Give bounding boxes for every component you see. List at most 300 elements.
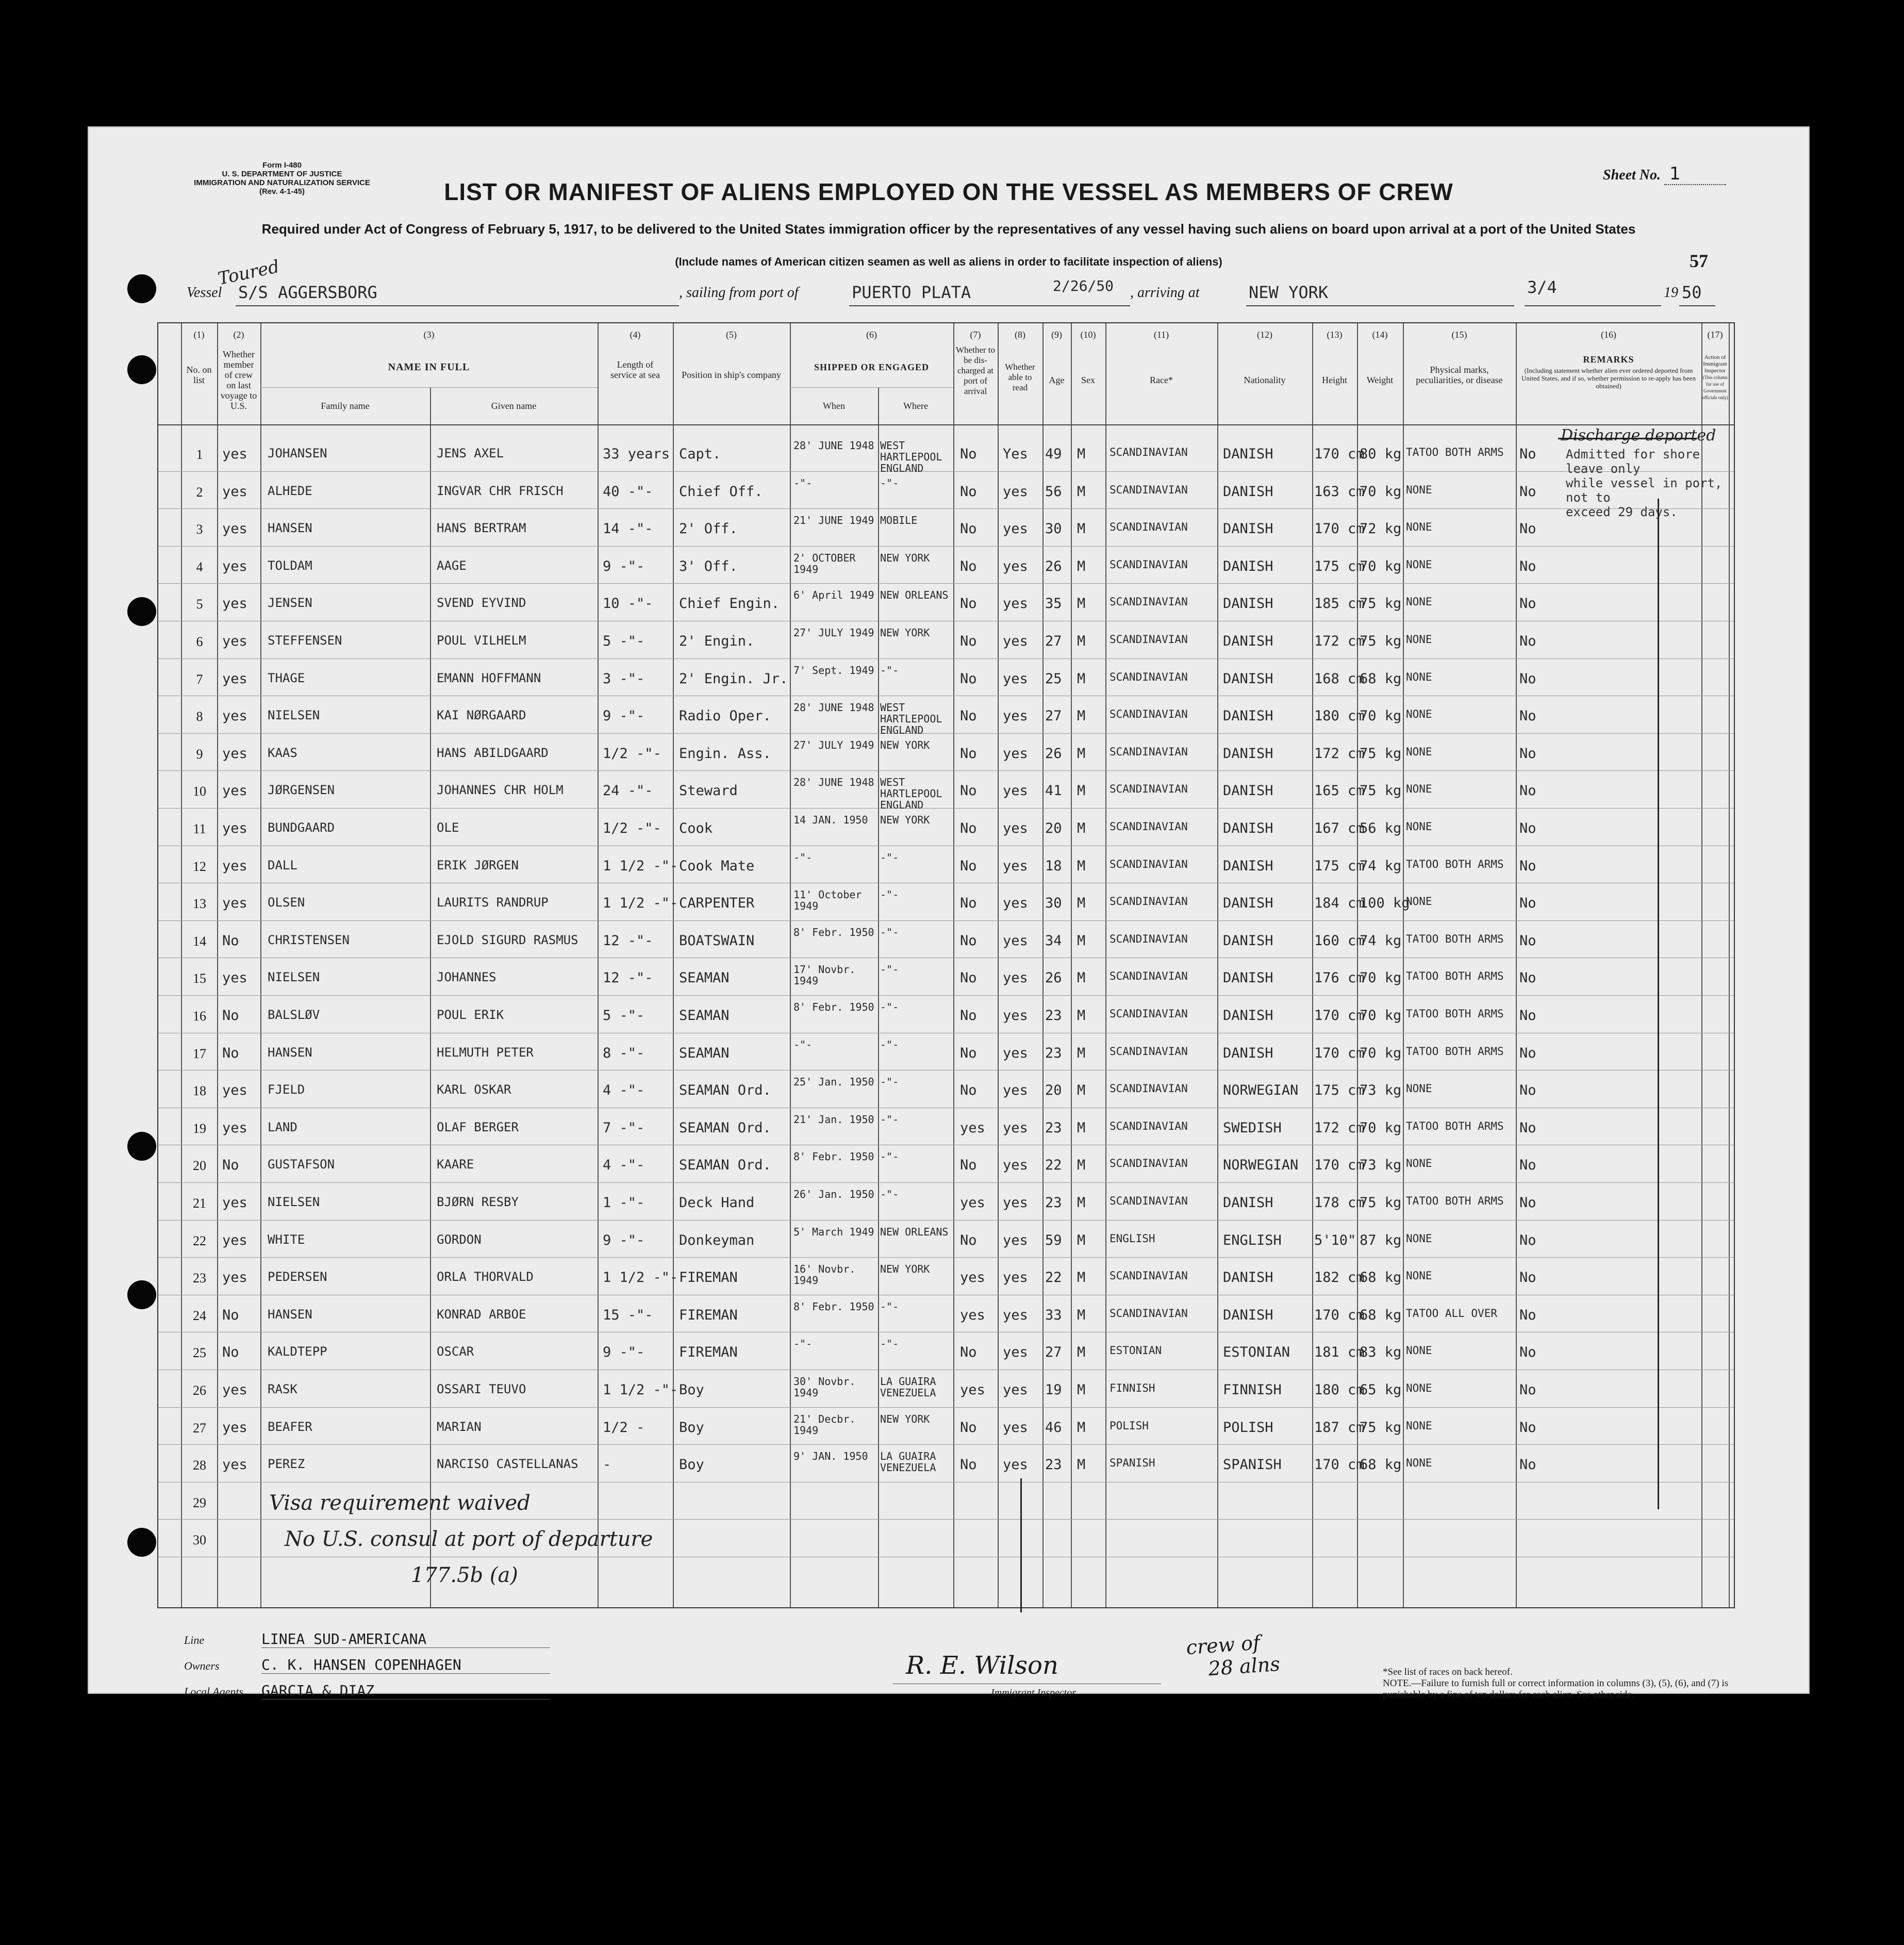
cell-height: 180 cm	[1314, 708, 1365, 724]
cell-remark: No	[1519, 1082, 1536, 1099]
cell-phys: NONE	[1406, 708, 1432, 721]
cell-race: SCANDINAVIAN	[1110, 1195, 1188, 1207]
departure-port: PUERTO PLATA	[852, 283, 971, 302]
cell-remark: No	[1519, 596, 1536, 612]
cell-crew: yes	[222, 521, 247, 537]
cell-length: 1 1/2 -"-	[603, 1382, 678, 1398]
cell-remark: No	[1519, 1008, 1536, 1024]
cell-height: 170 cm	[1314, 1008, 1365, 1024]
row-number: 13	[193, 896, 206, 912]
cell-when	[793, 1488, 876, 1519]
cell-height: 181 cm	[1314, 1344, 1365, 1361]
cell-sex: M	[1077, 1008, 1086, 1024]
cell-when: 2' OCTOBER 1949	[793, 551, 856, 575]
cell-remark: No	[1519, 745, 1536, 762]
cell-given: SVEND EYVIND	[437, 596, 526, 611]
cell-read: yes	[1003, 1082, 1028, 1099]
cell-length: 1/2 -"-	[603, 745, 661, 762]
cell-read: yes	[1003, 820, 1028, 836]
header-no-on-list: No. on list	[186, 365, 212, 385]
cell-disch: No	[960, 483, 977, 500]
cell-race: SCANDINAVIAN	[1110, 596, 1188, 608]
cell-weight: 80 kg	[1360, 446, 1402, 462]
cell-phys: NONE	[1406, 783, 1432, 796]
cell-position: Boy	[679, 1382, 704, 1398]
cell-nat: ESTONIAN	[1223, 1344, 1290, 1361]
cell-weight: 83 kg	[1360, 1344, 1402, 1361]
row-number: 4	[196, 559, 203, 574]
cell-nat: DANISH	[1223, 895, 1273, 912]
cell-crew: No	[222, 1307, 239, 1323]
inspector-signature: R. E. Wilson	[906, 1651, 1058, 1680]
cell-given: ERIK JØRGEN	[437, 858, 519, 872]
cell-age: 35	[1045, 596, 1062, 612]
header-physical-marks: Physical marks, peculiarities, or disease	[1416, 365, 1503, 385]
cell-crew: yes	[222, 858, 247, 874]
cell-crew: yes	[222, 1119, 247, 1136]
cell-read: yes	[1003, 1008, 1028, 1024]
document-title: LIST OR MANIFEST OF ALIENS EMPLOYED ON THE VESSEL AS MEMBERS OF CREW	[444, 178, 1453, 205]
cell-remark: No	[1519, 1382, 1536, 1398]
cell-race: SCANDINAVIAN	[1110, 1307, 1188, 1320]
cell-sex: M	[1077, 970, 1086, 986]
cell-when: 5' March 1949	[793, 1225, 874, 1238]
cell-crew: yes	[222, 708, 247, 724]
cell-race: SCANDINAVIAN	[1110, 670, 1188, 683]
sailing-label: , sailing from port of	[679, 285, 799, 301]
no-consul-note: No U.S. consul at port of departure	[285, 1527, 653, 1551]
cell-position: FIREMAN	[679, 1307, 738, 1323]
cell-when: 27' JULY 1949	[793, 738, 874, 751]
row-number: 22	[193, 1233, 206, 1248]
cell-position: Donkeyman	[679, 1232, 755, 1248]
row-number: 15	[193, 971, 206, 986]
cell-weight: 72 kg	[1360, 521, 1402, 537]
cell-race: SCANDINAVIAN	[1110, 783, 1188, 796]
cell-where: -"-	[880, 1113, 899, 1126]
cell-read: Yes	[1003, 446, 1028, 462]
cell-family: HANSEN	[268, 521, 312, 536]
cell-remark: No	[1519, 970, 1536, 986]
cell-weight: 87 kg	[1360, 1232, 1402, 1248]
cell-when: 21' Jan. 1950	[793, 1113, 874, 1126]
cell-length: 1/2 -"-	[603, 820, 661, 836]
row-number: 24	[193, 1308, 206, 1323]
cell-where: WEST HARTLEPOOL ENGLAND	[880, 701, 942, 737]
cell-nat: DANISH	[1223, 1008, 1273, 1024]
cell-length: 15 -"-	[603, 1307, 653, 1323]
cell-crew: yes	[222, 1270, 247, 1286]
cell-length: 9 -"-	[603, 558, 645, 574]
cell-length: 4 -"-	[603, 1082, 645, 1099]
cell-given: NARCISO CASTELLANAS	[437, 1457, 578, 1472]
cell-race: SCANDINAVIAN	[1110, 1082, 1188, 1095]
cell-crew: yes	[222, 483, 247, 500]
cell-age: 34	[1045, 932, 1062, 949]
cell-disch: No	[960, 745, 977, 762]
cell-height: 167 cm	[1314, 820, 1365, 836]
cell-given: OSSARI TEUVO	[437, 1382, 526, 1396]
row-number: 2	[196, 484, 203, 500]
cell-crew: No	[222, 1045, 239, 1061]
cell-when: -"-	[793, 1338, 813, 1350]
cell-nat: NORWEGIAN	[1223, 1157, 1299, 1174]
cell-where: MOBILE	[880, 514, 918, 527]
header-shipped: SHIPPED OR ENGAGED	[814, 362, 930, 372]
cell-remark: No	[1519, 633, 1536, 649]
cell-race: SPANISH	[1110, 1457, 1155, 1470]
cell-race: SCANDINAVIAN	[1110, 558, 1188, 571]
cell-disch: No	[960, 446, 977, 462]
row-number: 28	[193, 1458, 206, 1473]
cell-sex: M	[1077, 1157, 1086, 1174]
cell-disch: No	[960, 783, 977, 799]
cell-remark: No	[1519, 895, 1536, 912]
cell-phys: NONE	[1406, 670, 1432, 683]
cell-weight: 68 kg	[1360, 1307, 1402, 1323]
cell-age: 27	[1045, 1344, 1062, 1361]
cell-position: Engin. Ass.	[679, 745, 771, 762]
row-number: 16	[193, 1009, 206, 1024]
cell-race: SCANDINAVIAN	[1110, 1270, 1188, 1282]
cell-nat: DANISH	[1223, 446, 1273, 462]
cell-sex: M	[1077, 1307, 1086, 1323]
cell-where: -"-	[880, 926, 899, 938]
cell-disch: No	[960, 521, 977, 537]
cell-where: -"-	[880, 1038, 899, 1051]
cell-remark: No	[1519, 521, 1536, 537]
cell-crew: yes	[222, 446, 247, 462]
cell-family: HANSEN	[268, 1045, 312, 1060]
cell-where: -"-	[880, 963, 899, 976]
cell-where: LA GUAIRA VENEZUELA	[880, 1375, 936, 1399]
cell-length: -	[603, 1457, 611, 1473]
cell-weight: 56 kg	[1360, 820, 1402, 836]
cell-height: 170 cm	[1314, 1045, 1365, 1061]
cell-read: yes	[1003, 1344, 1028, 1361]
row-number: 26	[193, 1383, 206, 1398]
cell-when: 6' April 1949	[793, 589, 874, 602]
cell-read: yes	[1003, 745, 1028, 762]
cell-family: CHRISTENSEN	[268, 932, 350, 947]
cell-phys: NONE	[1406, 1344, 1432, 1357]
year-prefix: 19	[1664, 285, 1678, 301]
cell-family: LAND	[268, 1119, 297, 1134]
cell-disch: No	[960, 596, 977, 612]
races-note: *See list of races on back hereof. NOTE.—Failure to furnish full or correct information in columns (3), (5), (6), and (7) is punishable by a fine of ten dollars for each alien. See other side.	[1383, 1667, 1729, 1700]
cell-when: 9' JAN. 1950	[793, 1450, 868, 1463]
cell-phys: NONE	[1406, 596, 1432, 608]
cell-given: KARL OSKAR	[437, 1082, 511, 1097]
cell-when: 17' Novbr. 1949	[793, 963, 856, 987]
cell-crew: yes	[222, 596, 247, 612]
row-number: 25	[193, 1345, 206, 1361]
year-suffix: 50	[1682, 283, 1702, 302]
cell-where: -"-	[880, 1150, 899, 1163]
cell-when: -"-	[793, 1038, 813, 1051]
cell-disch: No	[960, 1045, 977, 1061]
cell-read: yes	[1003, 596, 1028, 612]
cell-age: 30	[1045, 895, 1062, 912]
cell-position: Radio Oper.	[679, 708, 771, 724]
cell-age: 27	[1045, 708, 1062, 724]
cell-nat: DANISH	[1223, 1195, 1273, 1211]
cell-position: FIREMAN	[679, 1344, 738, 1361]
cell-given: KONRAD ARBOE	[437, 1307, 526, 1322]
cell-height: 175 cm	[1314, 558, 1365, 574]
row-number: 8	[196, 709, 203, 724]
cell-crew: yes	[222, 1195, 247, 1211]
cell-given: AAGE	[437, 558, 467, 573]
cell-length: 12 -"-	[603, 970, 653, 986]
cell-race: ENGLISH	[1110, 1232, 1155, 1245]
cell-position: Capt.	[679, 446, 721, 462]
cell-length: 14 -"-	[603, 521, 653, 537]
header-weight: Weight	[1366, 375, 1394, 385]
cell-sex: M	[1077, 932, 1086, 949]
cell-given: OSCAR	[437, 1344, 474, 1359]
cell-given: OLE	[437, 820, 459, 835]
header-when: When	[823, 401, 845, 411]
cell-age: 22	[1045, 1157, 1062, 1174]
cell-read: yes	[1003, 521, 1028, 537]
cell-family: STEFFENSEN	[268, 633, 342, 648]
cell-nat: FINNISH	[1223, 1382, 1282, 1398]
cell-when: -"-	[793, 851, 813, 864]
cell-nat: DANISH	[1223, 745, 1273, 762]
cell-when: 8' Febr. 1950	[793, 926, 874, 938]
cell-disch: yes	[960, 1382, 985, 1398]
cell-read: yes	[1003, 895, 1028, 912]
cell-family: NIELSEN	[268, 1195, 320, 1209]
cell-position: 2' Off.	[679, 521, 738, 537]
cell-where: -"-	[880, 1001, 899, 1013]
cell-length: 10 -"-	[603, 596, 653, 612]
cell-length: 1/2 -	[603, 1419, 645, 1436]
header-able-to-read: Whether able to read	[1005, 362, 1035, 392]
cell-disch: yes	[960, 1119, 985, 1136]
cell-position: Cook Mate	[679, 858, 755, 874]
cell-family: THAGE	[268, 670, 305, 685]
cell-remark: No	[1519, 708, 1536, 724]
cell-where: -"-	[880, 1300, 899, 1313]
cell-crew: No	[222, 1157, 239, 1174]
cell-age: 26	[1045, 745, 1062, 762]
header-sex: Sex	[1081, 375, 1095, 385]
cell-height: 175 cm	[1314, 858, 1365, 874]
cell-when: 8' Febr. 1950	[793, 1150, 874, 1163]
cell-length: 9 -"-	[603, 1232, 645, 1248]
cell-weight: 74 kg	[1360, 858, 1402, 874]
cell-sex: M	[1077, 1045, 1086, 1061]
cell-phys: NONE	[1406, 745, 1432, 758]
visa-waived-note: Visa requirement waived	[269, 1491, 531, 1515]
cell-race: SCANDINAVIAN	[1110, 483, 1188, 496]
regulation-note: 177.5b (a)	[411, 1563, 518, 1587]
ditto-line	[1658, 499, 1659, 1509]
cell-height: 172 cm	[1314, 1119, 1365, 1136]
cell-family: HANSEN	[268, 1307, 312, 1322]
row-number: 3	[196, 522, 203, 537]
cell-family: FJELD	[268, 1082, 305, 1097]
cell-weight: 70 kg	[1360, 483, 1402, 500]
cell-read: yes	[1003, 1307, 1028, 1323]
cell-age: 19	[1045, 1382, 1062, 1398]
cell-height: 170 cm	[1314, 521, 1365, 537]
cell-read: yes	[1003, 670, 1028, 687]
footer-agents: Local Agents GARCIA & DIAZ	[184, 1682, 550, 1700]
cell-race: SCANDINAVIAN	[1110, 820, 1188, 833]
cell-race: SCANDINAVIAN	[1110, 858, 1188, 870]
cell-sex: M	[1077, 521, 1086, 537]
cell-crew: No	[222, 932, 239, 949]
cell-disch: No	[960, 1457, 977, 1473]
cell-when: 26' Jan. 1950	[793, 1188, 874, 1200]
cell-given: GORDON	[437, 1232, 482, 1247]
cell-weight: 100 kg	[1360, 895, 1410, 912]
cell-position: 2' Engin. Jr.	[679, 670, 788, 687]
vessel-name: S/S AGGERSBORG	[238, 283, 377, 302]
header-remarks-sub: (Including statement whether alien ever ordered deported from United States, and if so, whether permission to re-apply has been obtained)	[1521, 367, 1696, 390]
cell-height: 170 cm	[1314, 1157, 1365, 1174]
header-height: Height	[1322, 375, 1347, 385]
cell-disch: No	[960, 1008, 977, 1024]
cell-crew: yes	[222, 1082, 247, 1099]
cell-sex: M	[1077, 446, 1086, 462]
cell-disch: No	[960, 1082, 977, 1099]
cell-phys: TATOO BOTH ARMS	[1406, 446, 1504, 458]
cell-nat: DANISH	[1223, 670, 1273, 687]
cell-sex: M	[1077, 783, 1086, 799]
cell-length: 1 -"-	[603, 1195, 645, 1211]
cell-family: NIELSEN	[268, 708, 320, 723]
cell-length: 1 1/2 -"-	[603, 1270, 678, 1286]
cell-when: 30' Novbr. 1949	[793, 1375, 856, 1399]
cell-height: 172 cm	[1314, 633, 1365, 649]
cell-when: 14 JAN. 1950	[793, 814, 868, 826]
cell-weight: 75 kg	[1360, 596, 1402, 612]
cell-remark: No	[1519, 1045, 1536, 1061]
cell-given: EJOLD SIGURD RASMUS	[437, 932, 578, 947]
cell-race: SCANDINAVIAN	[1110, 1157, 1188, 1170]
cell-age: 41	[1045, 783, 1062, 799]
punch-hole	[127, 274, 156, 303]
cell-age: 23	[1045, 1045, 1062, 1061]
cell-remark: No	[1519, 558, 1536, 574]
cell-when: 25' Jan. 1950	[793, 1076, 874, 1089]
cell-remark: No	[1519, 1195, 1536, 1211]
form-identifier: Form I-480 U. S. DEPARTMENT OF JUSTICE IMMIGRATION AND NATURALIZATION SERVICE (Rev. 4-1-45)	[194, 161, 370, 196]
cell-family: BALSLØV	[268, 1008, 320, 1022]
cell-race: SCANDINAVIAN	[1110, 1045, 1188, 1058]
cell-family: JØRGENSEN	[268, 783, 335, 798]
header-race: Race*	[1150, 375, 1173, 385]
cell-weight: 73 kg	[1360, 1082, 1402, 1099]
cell-where: -"-	[880, 1338, 899, 1350]
cell-where: -"-	[880, 1188, 899, 1200]
vessel-label: Vessel	[187, 285, 222, 301]
row-number: 9	[196, 746, 203, 762]
header-where: Where	[903, 401, 928, 411]
cell-given: JOHANNES	[437, 970, 496, 985]
cell-position: 2' Engin.	[679, 633, 755, 649]
cell-remark: No	[1519, 483, 1536, 500]
cell-crew: yes	[222, 558, 247, 574]
cell-weight: 70 kg	[1360, 970, 1402, 986]
cell-when: 16' Novbr. 1949	[793, 1263, 856, 1287]
cell-race: SCANDINAVIAN	[1110, 970, 1188, 983]
cell-crew: No	[222, 1008, 239, 1024]
cell-when: -"-	[793, 476, 813, 489]
manifest-sheet	[88, 126, 1810, 1700]
cell-phys: NONE	[1406, 1419, 1432, 1432]
cell-crew: yes	[222, 895, 247, 912]
cell-nat: DANISH	[1223, 783, 1273, 799]
cell-family: PEREZ	[268, 1457, 305, 1472]
cell-age: 23	[1045, 1119, 1062, 1136]
cell-remark: No	[1519, 1344, 1536, 1361]
cell-when: 28' JUNE 1948	[793, 439, 874, 452]
cell-remark: No	[1519, 858, 1536, 874]
cell-crew: yes	[222, 1232, 247, 1248]
row-number: 17	[193, 1046, 206, 1061]
cell-where: NEW YORK	[880, 551, 930, 564]
cell-race: POLISH	[1110, 1419, 1149, 1432]
header-family-name: Family name	[321, 401, 370, 411]
cell-race: SCANDINAVIAN	[1110, 521, 1188, 534]
cell-length: 3 -"-	[603, 670, 645, 687]
cell-sex: M	[1077, 1270, 1086, 1286]
cell-when: 21' JUNE 1949	[793, 514, 874, 527]
document-subtitle: Required under Act of Congress of February 5, 1917, to be delivered to the United States immigration officer by the representatives of any vessel having such aliens on board upon arrival at a port of the United States	[261, 221, 1636, 237]
cell-where: LA GUAIRA VENEZUELA	[880, 1450, 936, 1474]
header-nationality: Nationality	[1244, 375, 1286, 385]
cell-height: 184 cm	[1314, 895, 1365, 912]
cell-weight: 75 kg	[1360, 633, 1402, 649]
cell-where: WEST HARTLEPOOL ENGLAND	[880, 776, 942, 812]
cell-age: 26	[1045, 558, 1062, 574]
cell-phys: TATOO BOTH ARMS	[1406, 858, 1504, 870]
cell-nat: ENGLISH	[1223, 1232, 1282, 1248]
cell-family: WHITE	[268, 1232, 305, 1247]
footer-line: Line LINEA SUD-AMERICANA	[184, 1630, 550, 1648]
cell-nat: DANISH	[1223, 483, 1273, 500]
cell-read: yes	[1003, 783, 1028, 799]
cell-given: LAURITS RANDRUP	[437, 895, 549, 910]
cell-crew: yes	[222, 783, 247, 799]
cell-read: yes	[1003, 1045, 1028, 1061]
cell-age: 18	[1045, 858, 1062, 874]
cell-race: SCANDINAVIAN	[1110, 745, 1188, 758]
row-number: 12	[193, 859, 206, 874]
shore-leave-stamp: Admitted for shore leave only while vessel in port, not to exceed 29 days.	[1566, 447, 1723, 519]
cell-family: NIELSEN	[268, 970, 320, 985]
cell-phys: NONE	[1406, 633, 1432, 646]
cell-disch: yes	[960, 1307, 985, 1323]
cell-height: 168 cm	[1314, 670, 1365, 687]
cell-remark: No	[1519, 932, 1536, 949]
cell-length: 1 1/2 -"-	[603, 895, 678, 912]
cell-remark: No	[1519, 783, 1536, 799]
cell-sex: M	[1077, 1195, 1086, 1211]
cell-weight: 75 kg	[1360, 1419, 1402, 1436]
cell-where: -"-	[880, 664, 899, 677]
punch-hole	[127, 597, 156, 626]
cell-position: Steward	[679, 783, 738, 799]
cell-height: 185 cm	[1314, 596, 1365, 612]
punch-hole	[127, 1132, 156, 1161]
cell-sex: M	[1077, 1082, 1086, 1099]
